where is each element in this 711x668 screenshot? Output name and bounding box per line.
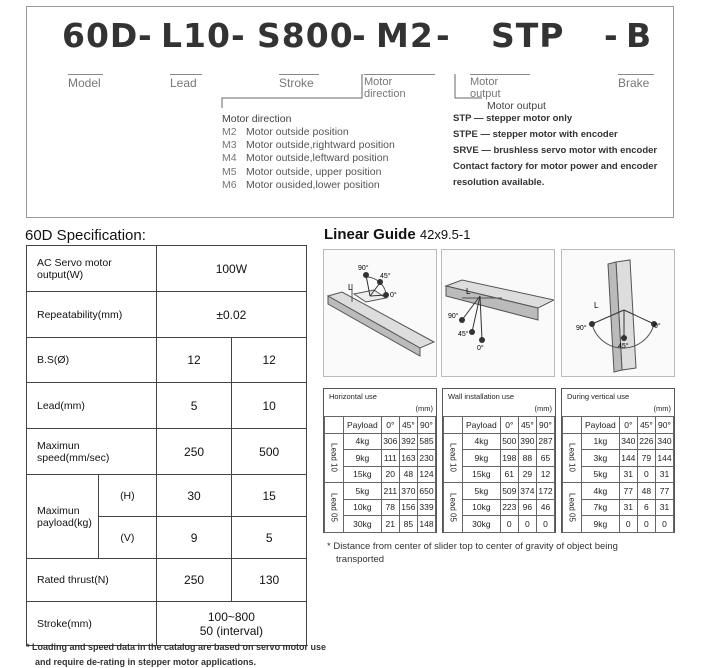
spec-row-servo: AC Servo motor output(W) 100W (27, 246, 307, 292)
motor-direction-item: M3 Motor outside,rightward position (222, 139, 395, 151)
code-lead: L10 (161, 16, 231, 55)
label-brake: Brake (618, 74, 654, 90)
spec-note-2: and require de-rating in stepper motor applications. (35, 657, 257, 667)
motor-direction-item: M5 Motor outside, upper position (222, 166, 382, 178)
motor-direction-item: M6 Motor ousided,lower position (222, 179, 380, 191)
payload-table-vertical: During vertical use (mm) Payload 0° 45° 90° Lead 10 1kg 340 226 340 3kg 144 79 144 5kg 31 0 31 Lead 05 4kg 77 48 77 7kg 31 6 31 9kg 0 0 0 (561, 388, 675, 533)
code-motor-direction: M2 (376, 16, 434, 55)
spec-row-lead: Lead(mm) 5 10 (27, 383, 307, 429)
label-motor-output: Motor output (470, 74, 530, 100)
label-model: Model (68, 74, 103, 90)
svg-text:L: L (348, 283, 353, 292)
label-motor-direction: Motor direction (364, 74, 435, 100)
code-dash: - (231, 16, 246, 55)
code-dash: - (436, 16, 451, 55)
spec-row-payload-h: Maximun payload(kg) (H) 30 15 (27, 475, 307, 517)
svg-text:90°: 90° (358, 265, 369, 272)
spec-row-speed: Maximun speed(mm/sec) 250 500 (27, 429, 307, 475)
label-lead: Lead (170, 74, 202, 90)
svg-text:45°: 45° (618, 343, 629, 350)
spec-row-bs: B.S(Ø) 12 12 (27, 338, 307, 383)
code-dash: - (352, 16, 367, 55)
svg-text:0°: 0° (477, 345, 484, 352)
motor-direction-item: M2 Motor outside position (222, 126, 349, 138)
code-dash: - (138, 16, 153, 55)
horizontal-mount-drawing (324, 250, 436, 376)
label-stroke: Stroke (279, 74, 319, 90)
motor-output-title: Motor output (487, 100, 546, 112)
guide-title: Linear Guide 42x9.5-1 (324, 226, 471, 243)
spec-note-1: * Loading and speed data in the catalog are based on servo motor use (26, 642, 327, 652)
spec-row-repeatability: Repeatability(mm) ±0.02 (27, 292, 307, 338)
svg-text:L: L (594, 301, 599, 310)
svg-text:0°: 0° (390, 292, 397, 299)
guide-image-wall (441, 249, 555, 377)
guide-note-1: * Distance from center of slider top to center of gravity of object being (327, 541, 618, 552)
code-motor-output: STP (491, 16, 565, 55)
spec-row-payload-v: (V) 9 5 (27, 517, 307, 559)
svg-text:45°: 45° (380, 273, 391, 280)
vertical-mount-drawing (562, 250, 674, 376)
guide-image-vertical (561, 249, 675, 377)
svg-text:90°: 90° (448, 313, 459, 320)
code-dash: - (604, 16, 619, 55)
code-stroke: S800 (257, 16, 354, 55)
spec-row-thrust: Rated thrust(N) 250 130 (27, 559, 307, 602)
motor-direction-title: Motor direction (222, 113, 292, 125)
guide-note-2: transported (336, 554, 385, 565)
wall-mount-drawing (442, 250, 554, 376)
guide-image-horizontal (323, 249, 437, 377)
code-brake: B (626, 16, 653, 55)
motor-direction-item: M4 Motor outside,leftward position (222, 152, 389, 164)
payload-table-horizontal: Horizontal use (mm) Payload 0° 45° 90° Lead 10 4kg 306 392 585 9kg 111 163 230 15kg 20 48 124 Lead 05 5kg 211 370 650 10kg 78 156 339 30kg 21 85 148 (323, 388, 437, 533)
spec-title: 60D Specification: (25, 227, 146, 244)
motor-output-list: STP — stepper motor only STPE — stepper motor with encoder SRVE — brushless servo motor with encoder Contact factory for motor power and encoder resolution available. (453, 113, 658, 188)
svg-text:90°: 90° (576, 325, 587, 332)
svg-text:0°: 0° (654, 323, 661, 330)
payload-table-wall: Wall installation use (mm) Payload 0° 45° 90° Lead 10 4kg 500 390 287 9kg 198 88 65 15kg 61 29 12 Lead 05 5kg 509 374 172 10kg 223 96 46 30kg 0 0 0 (442, 388, 556, 533)
spec-table (26, 245, 307, 646)
svg-text:45°: 45° (458, 331, 469, 338)
spec-row-stroke: Stroke(mm) 100~800 50 (interval) (27, 602, 307, 646)
svg-text:L: L (466, 287, 471, 296)
code-model: 60D (62, 16, 139, 55)
